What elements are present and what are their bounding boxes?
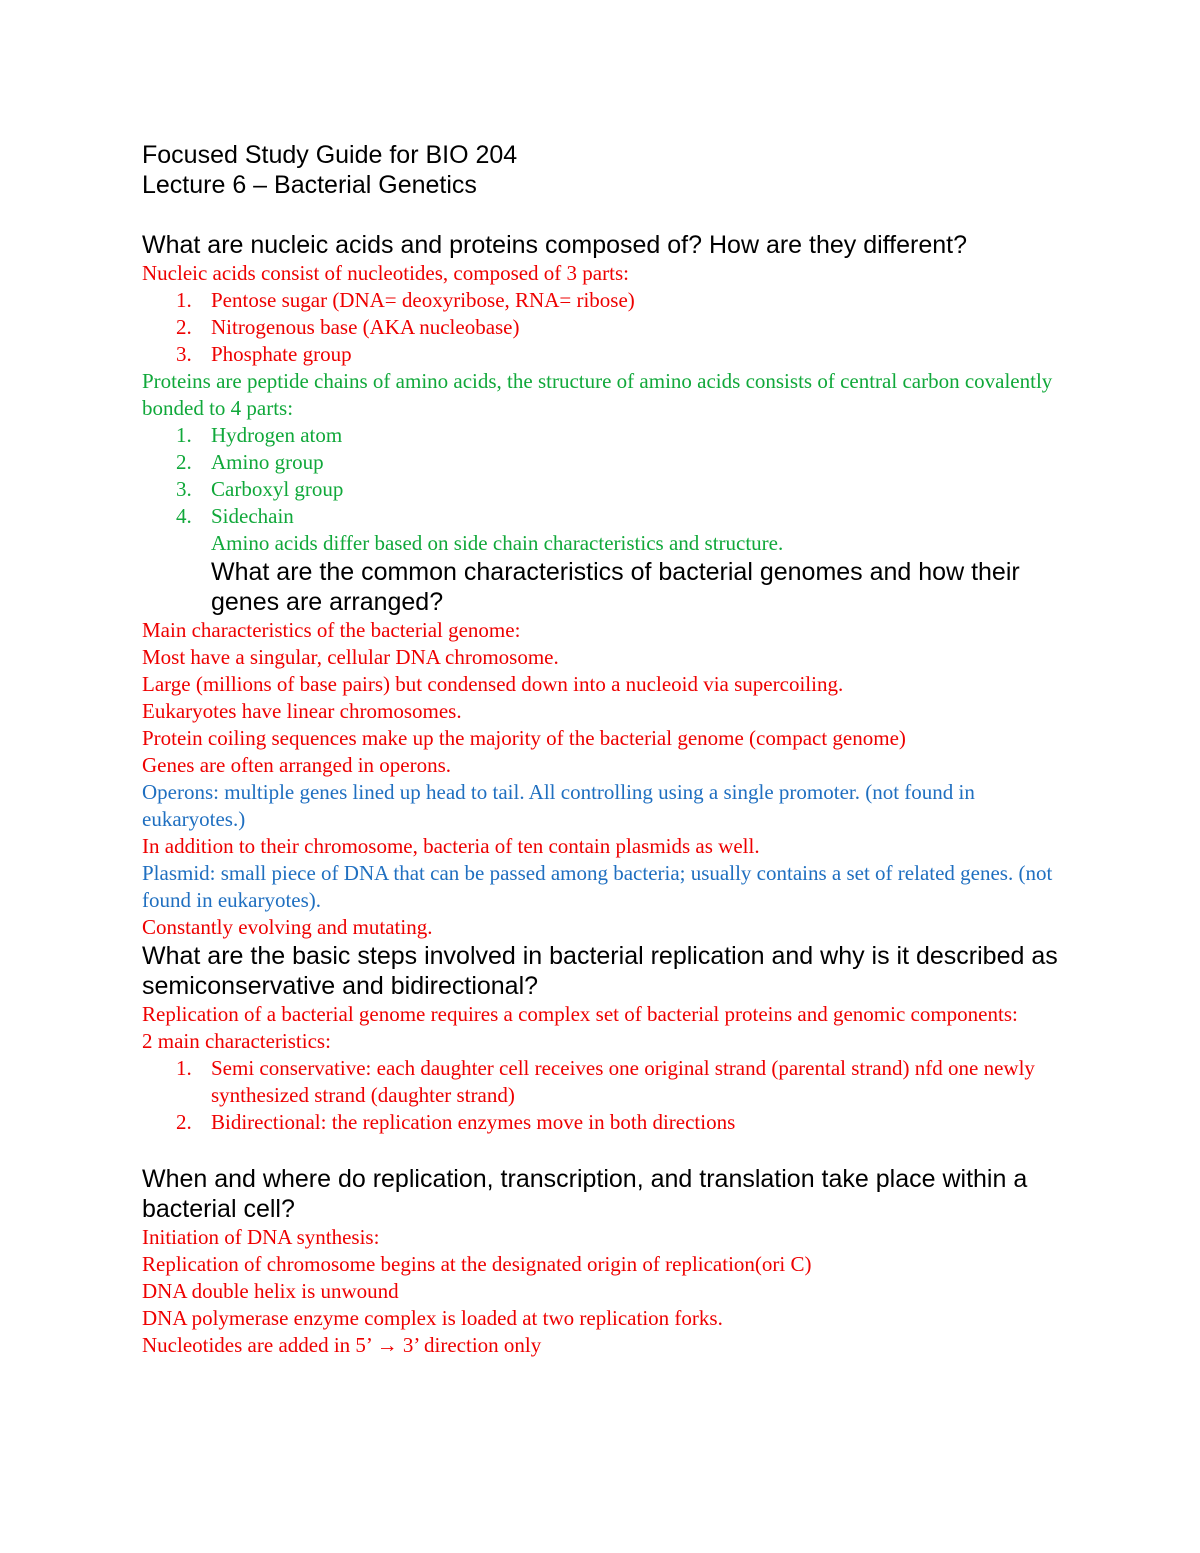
text-line: Constantly evolving and mutating. bbox=[142, 915, 433, 939]
operon-definition: Operons: multiple genes lined up head to tail. All controlling using a single promoter. (not found in eukaryotes.) bbox=[142, 780, 975, 831]
text-line: Eukaryotes have linear chromosomes. bbox=[142, 699, 462, 723]
replication-characteristics-list bbox=[142, 1055, 1072, 1136]
spacer bbox=[142, 200, 1072, 230]
initiation-steps bbox=[142, 1224, 1072, 1359]
question-2: What are the common characteristics of bacterial genomes and how their genes are arranged? bbox=[211, 558, 1020, 616]
nucleic-acid-intro: Nucleic acids consist of nucleotides, composed of 3 parts: bbox=[142, 261, 629, 285]
amino-acid-note: Amino acids differ based on side chain characteristics and structure. bbox=[211, 531, 784, 555]
list-item: 1. Pentose sugar (DNA= deoxyribose, RNA= ribose) bbox=[176, 288, 635, 312]
text-line: Initiation of DNA synthesis: bbox=[142, 1225, 380, 1249]
text-line: Main characteristics of the bacterial genome: bbox=[142, 618, 521, 642]
list-item: 1. Hydrogen atom bbox=[176, 423, 343, 447]
question-3: What are the basic steps involved in bacterial replication and why is it described as semiconservative and bidirectional? bbox=[142, 942, 1058, 1000]
text-line: Most have a singular, cellular DNA chromosome. bbox=[142, 645, 559, 669]
list-item: 3. Phosphate group bbox=[176, 342, 352, 366]
document-page bbox=[142, 140, 1072, 1359]
document-title: Focused Study Guide for BIO 204 bbox=[142, 141, 518, 169]
text-line: Nucleotides are added in 5’ → 3’ direction only bbox=[142, 1333, 542, 1357]
text-line: Protein coiling sequences make up the majority of the bacterial genome (compact genome) bbox=[142, 726, 906, 750]
question-1: What are nucleic acids and proteins composed of? How are they different? bbox=[142, 231, 967, 259]
replication-intro: Replication of a bacterial genome requires a complex set of bacterial proteins and genomic components: bbox=[142, 1002, 1018, 1026]
genome-characteristics bbox=[142, 617, 1072, 941]
text-line: Large (millions of base pairs) but condensed down into a nucleoid via supercoiling. bbox=[142, 672, 844, 696]
text-line: In addition to their chromosome, bacteria of ten contain plasmids as well. bbox=[142, 834, 760, 858]
list-item: 1. Semi conservative: each daughter cell receives one original strand (parental strand) nfd one newly synthesized strand (daughter strand) bbox=[176, 1056, 1035, 1107]
list-item: 2. Amino group bbox=[176, 450, 324, 474]
protein-description: Proteins are peptide chains of amino acids, the structure of amino acids consists of central carbon covalently bonded to 4 parts: bbox=[142, 369, 1053, 420]
text-line: Replication of chromosome begins at the designated origin of replication(ori C) bbox=[142, 1252, 812, 1276]
text-line: Genes are often arranged in operons. bbox=[142, 753, 452, 777]
amino-acid-parts-list bbox=[142, 422, 1072, 530]
lecture-subtitle: Lecture 6 – Bacterial Genetics bbox=[142, 171, 477, 199]
replication-intro-2: 2 main characteristics: bbox=[142, 1029, 331, 1053]
text-line: DNA double helix is unwound bbox=[142, 1279, 399, 1303]
text-line: DNA polymerase enzyme complex is loaded at two replication forks. bbox=[142, 1306, 723, 1330]
list-item: 2. Bidirectional: the replication enzymes move in both directions bbox=[176, 1110, 736, 1134]
list-item: 2. Nitrogenous base (AKA nucleobase) bbox=[176, 315, 520, 339]
nucleotide-parts-list bbox=[142, 287, 1072, 368]
plasmid-definition: Plasmid: small piece of DNA that can be passed among bacteria; usually contains a set of related genes. (not found in eukaryotes). bbox=[142, 861, 1053, 912]
spacer bbox=[142, 1136, 1072, 1164]
list-item: 3. Carboxyl group bbox=[176, 477, 344, 501]
question-4: When and where do replication, transcription, and translation take place within a bacterial cell? bbox=[142, 1165, 1028, 1223]
list-item: 4. Sidechain bbox=[176, 504, 294, 528]
